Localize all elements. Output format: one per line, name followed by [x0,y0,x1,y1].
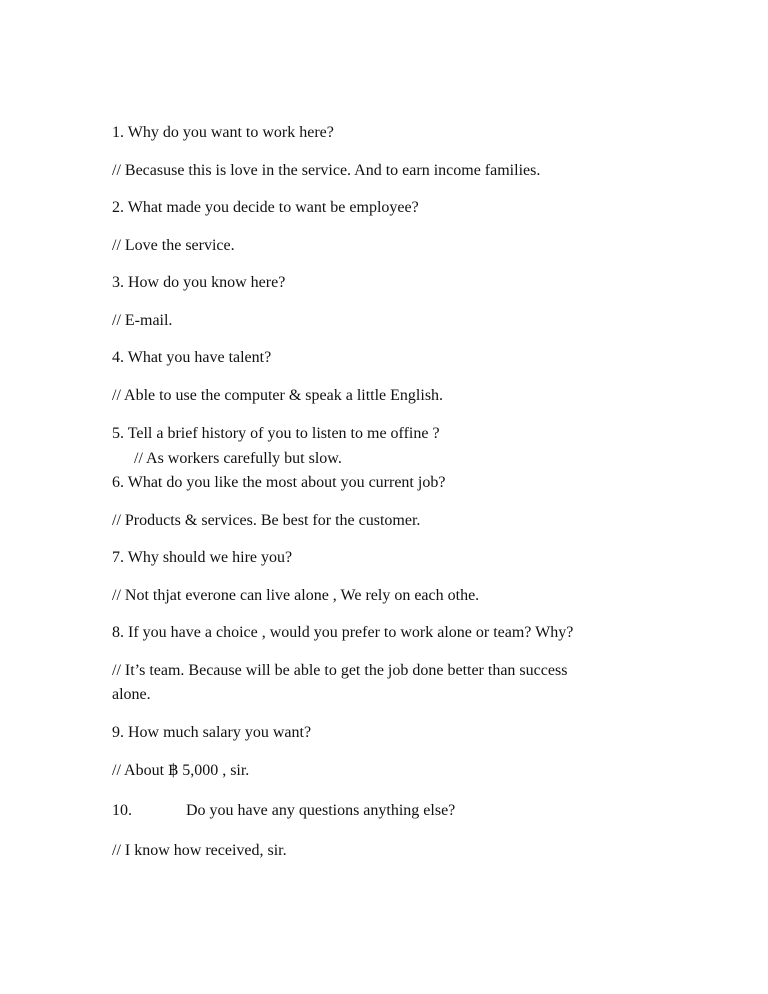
question-2: 2. What made you decide to want be employee? [112,199,419,216]
question-3: 3. How do you know here? [112,274,286,291]
answer-5: // As workers carefully but slow. [134,450,342,467]
answer-8-line-2: alone. [112,686,151,703]
question-7: 7. Why should we hire you? [112,549,293,566]
question-9: 9. How much salary you want? [112,724,312,741]
answer-1: // Becasuse this is love in the service. And to earn income families. [112,162,541,179]
question-10-text: Do you have any questions anything else? [186,802,456,819]
answer-9: // About ฿ 5,000 , sir. [112,762,250,779]
question-1: 1. Why do you want to work here? [112,124,334,141]
answer-2: // Love the service. [112,237,235,254]
answer-7: // Not thjat everone can live alone , We rely on each othe. [112,587,480,604]
answer-8-line-1: // It’s team. Because will be able to get the job done better than success [112,662,568,679]
question-4: 4. What you have talent? [112,349,272,366]
answer-6: // Products & services. Be best for the customer. [112,512,421,529]
question-5: 5. Tell a brief history of you to listen to me offine ? [112,425,440,442]
answer-3: // E-mail. [112,312,173,329]
question-8: 8. If you have a choice , would you prefer to work alone or team? Why? [112,624,574,641]
question-6: 6. What do you like the most about you current job? [112,474,446,491]
answer-4: // Able to use the computer & speak a little English. [112,387,444,404]
question-10 [112,802,455,820]
answer-10: // I know how received, sir. [112,842,287,859]
question-10-number: 10. [112,802,132,819]
